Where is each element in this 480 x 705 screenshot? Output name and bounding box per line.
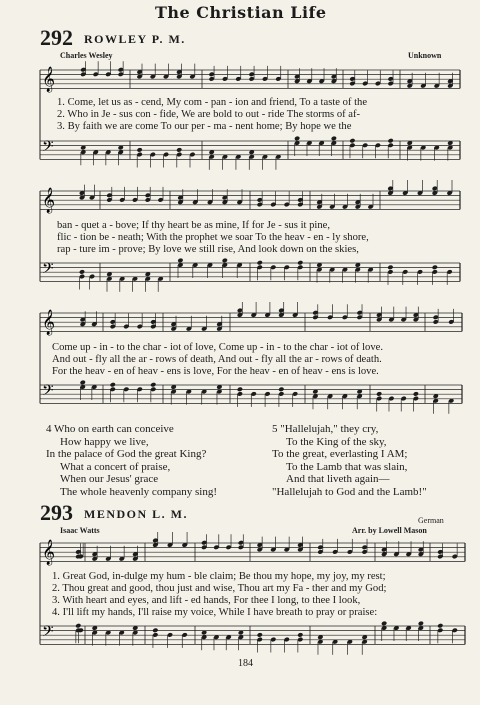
treble-clef-icon: 𝄞 — [42, 67, 56, 92]
lyric-293-v4: 4. I'll lift my hands, I'll raise my voice, While I have breath to pray or praise: — [52, 607, 378, 618]
note-head — [376, 391, 382, 397]
stanza-4-line: What a concert of praise, — [60, 460, 171, 473]
note-head — [278, 387, 284, 393]
treble-clef-icon: 𝄞 — [42, 188, 56, 213]
note-head — [79, 269, 85, 275]
stanza-5-line: And that liveth again— — [286, 473, 390, 486]
stanza-4-line: When our Jesus' grace — [60, 473, 159, 486]
note-head — [349, 138, 355, 144]
note-head — [331, 136, 337, 142]
note-head — [297, 260, 303, 266]
note-head — [387, 265, 393, 271]
treble-clef-icon: 𝄞 — [42, 310, 56, 335]
note-head — [222, 258, 228, 264]
music-credit-292: Unknown — [408, 51, 442, 60]
lyric-292-l2-v1: ban - quet a - bove; If thy heart be as mine, If for Je - sus it pine, — [57, 220, 330, 231]
note-head — [80, 380, 86, 386]
lyric-292-l2-v2: flic - tion be - neath; With the prophet we soar To the heav - en - ly shore, — [57, 232, 369, 243]
stanza-4-line: 4 Who on earth can conceive — [46, 423, 174, 435]
lyric-292-l3-v1: Come up - in - to the char - iot of love, Come up - in - to the char - iot of love. — [52, 342, 383, 353]
note-head — [75, 623, 81, 629]
stanza-5-line: To the great, everlasting I AM; — [272, 448, 408, 461]
note-head — [381, 621, 387, 627]
hymn-number-292: 292 — [40, 25, 73, 50]
arranger-credit-293: Arr. by Lowell Mason — [352, 526, 427, 535]
page-number: 184 — [238, 658, 253, 669]
stanza-4-line: In the palace of God the great King? — [46, 448, 207, 461]
origin-credit-293: German — [418, 516, 444, 525]
lyric-292-l1-v2: 2. Who in Je - sus con - fide, We are bold to out - ride The storms of af- — [57, 109, 361, 120]
bass-clef-icon: 𝄢 — [42, 138, 54, 159]
note-head — [257, 260, 263, 266]
tune-name-292: ROWLEY P. M. — [84, 32, 186, 46]
lyric-292-l1-v3: 3. By faith we are come To our per - ma - nent home; By hope we the — [57, 121, 352, 132]
lyric-292-l3-v3: For the heav - en of heav - ens is love, For the heav - en of heav - ens is love. — [52, 366, 379, 377]
hymn-number-293: 293 — [40, 500, 73, 525]
bass-clef-icon: 𝄢 — [42, 382, 54, 403]
bass-clef-icon: 𝄢 — [42, 260, 54, 281]
stanza-4 — [46, 423, 217, 499]
note-head — [152, 628, 158, 634]
note-head — [150, 382, 156, 388]
words-credit-293: Isaac Watts — [60, 526, 100, 535]
note-head — [237, 387, 243, 393]
stanza-5-line: 5 "Hallelujah," they cry, — [272, 423, 379, 435]
treble-clef-icon: 𝄞 — [42, 540, 56, 565]
note-head — [413, 391, 419, 397]
note-head — [387, 138, 393, 144]
note-head — [418, 621, 424, 627]
words-credit-292: Charles Wesley — [60, 51, 113, 60]
lyric-292-l3-v2: And out - fly all the ar - rows of death, And out - fly all the ar - rows of death. — [52, 354, 382, 365]
note-head — [297, 632, 303, 638]
note-head — [136, 147, 142, 153]
running-title: The Christian Life — [155, 3, 327, 22]
lyric-293-v2: 2. Thou great and good, thou just and wise, Thou art my Fa - ther and my God; — [52, 583, 387, 594]
tune-name-293: MENDON L. M. — [84, 507, 188, 521]
stanza-5-line: To the Lamb that was slain, — [286, 460, 408, 473]
note-head — [176, 147, 182, 153]
lyric-293-v1: 1. Great God, in-dulge my hum - ble claim; Be thou my hope, my joy, my rest; — [52, 571, 386, 582]
note-head — [177, 258, 183, 264]
note-head — [294, 136, 300, 142]
lyric-292-l1-v1: 1. Come, let us as - cend, My com - pan - ion and friend, To a taste of the — [57, 97, 368, 108]
stanza-5-line: "Hallelujah to God and the Lamb!" — [272, 485, 427, 498]
stanza-4-line: How happy we live, — [60, 435, 149, 448]
note-head — [257, 632, 263, 638]
lyric-292-l2-v3: rap - ture im - prove; By love we still rise, And look down on the skies, — [57, 244, 359, 255]
stanza-5 — [272, 423, 427, 499]
lyric-293-v3: 3. With heart and eyes, and lift - ed hands, For thee I long, to thee I look, — [52, 595, 361, 606]
note-head — [110, 382, 116, 388]
stanza-4-line: The whole heavenly company sing! — [60, 485, 218, 498]
note-head — [437, 623, 443, 629]
note-head — [432, 265, 438, 271]
stanza-5-line: To the King of the sky, — [286, 435, 387, 448]
bass-clef-icon: 𝄢 — [42, 623, 54, 644]
